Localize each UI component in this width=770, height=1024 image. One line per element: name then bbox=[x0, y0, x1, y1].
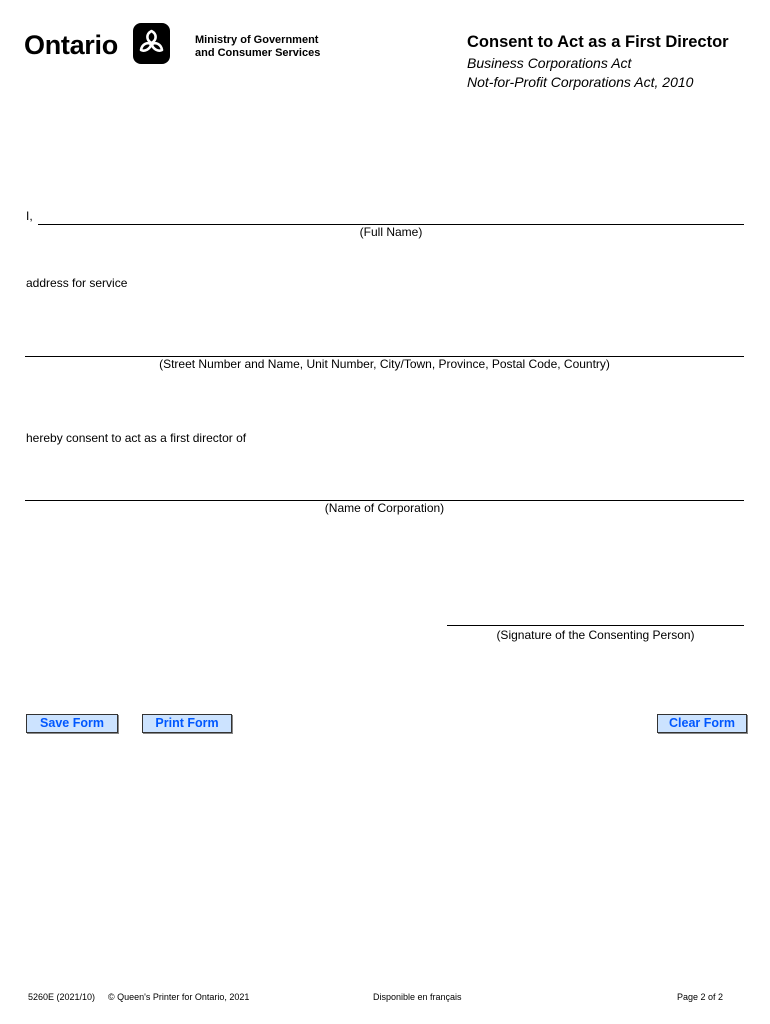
signature-line bbox=[447, 625, 744, 626]
address-caption: (Street Number and Name, Unit Number, City/Town, Province, Postal Code, Country) bbox=[159, 357, 610, 371]
full-name-caption: (Full Name) bbox=[359, 225, 423, 239]
corporation-caption: (Name of Corporation) bbox=[324, 501, 445, 515]
consent-label: hereby consent to act as a first director of bbox=[26, 431, 247, 445]
print-form-button[interactable]: Print Form bbox=[142, 714, 232, 733]
signature-caption: (Signature of the Consenting Person) bbox=[496, 628, 695, 642]
intro-label: I, bbox=[26, 209, 33, 223]
clear-form-button[interactable]: Clear Form bbox=[657, 714, 747, 733]
page-number: Page 2 of 2 bbox=[677, 992, 724, 1002]
address-field[interactable] bbox=[26, 340, 742, 354]
ministry-name bbox=[195, 34, 355, 60]
ministry-line-2: and Consumer Services bbox=[195, 47, 321, 59]
ontario-logo-text: Ontario bbox=[24, 30, 118, 60]
full-name-field[interactable] bbox=[42, 209, 742, 223]
act-business-corporations: Business Corporations Act bbox=[467, 55, 632, 71]
form-title: Consent to Act as a First Director bbox=[467, 33, 729, 51]
address-label: address for service bbox=[26, 276, 128, 290]
corporation-name-field[interactable] bbox=[26, 484, 742, 498]
french-availability: Disponible en français bbox=[373, 992, 462, 1002]
form-number: 5260E (2021/10) bbox=[28, 992, 96, 1002]
trillium-logo-icon bbox=[133, 23, 170, 64]
copyright: © Queen's Printer for Ontario, 2021 bbox=[108, 992, 250, 1002]
ministry-line-1: Ministry of Government bbox=[195, 34, 319, 46]
act-not-for-profit: Not-for-Profit Corporations Act, 2010 bbox=[467, 74, 694, 90]
save-form-button[interactable]: Save Form bbox=[26, 714, 118, 733]
